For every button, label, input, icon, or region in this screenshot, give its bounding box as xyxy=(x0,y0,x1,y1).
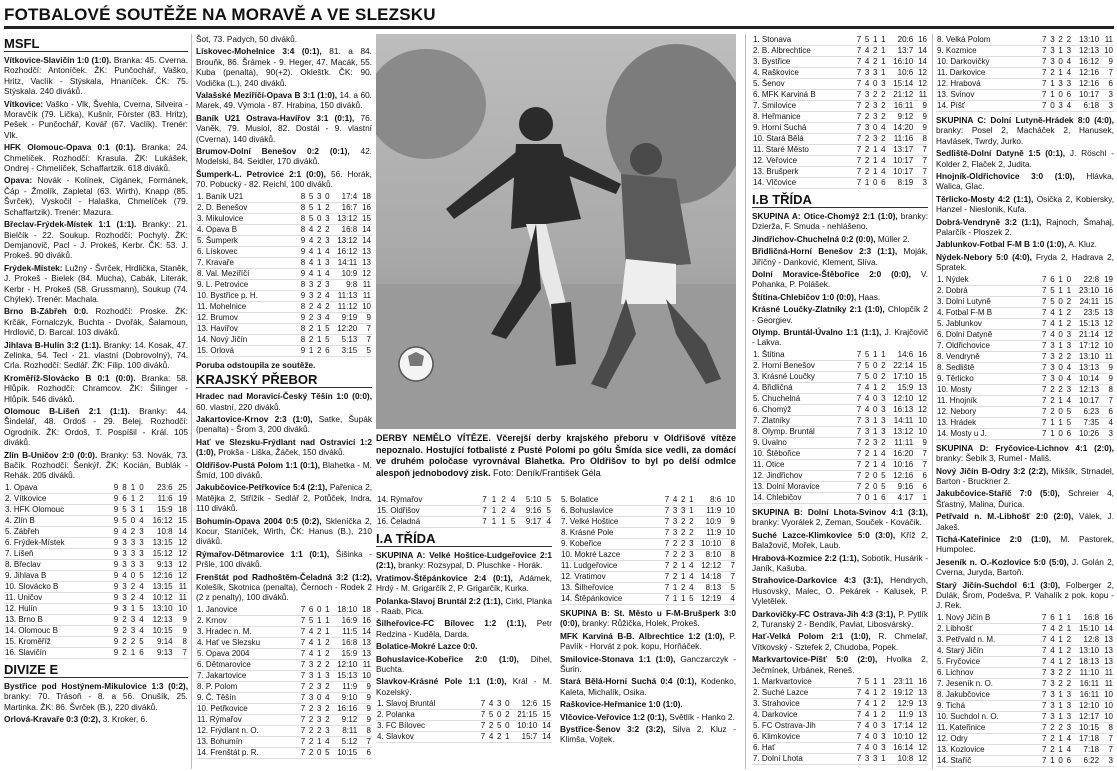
standings-table xyxy=(936,35,1114,112)
table-row: 6. Bohuslavice 7 3 3 1 11:9 10 xyxy=(561,506,735,515)
table-row: 14. Píšť 7 0 3 4 6:18 3 xyxy=(937,101,1113,110)
result-paragraph: Nový Jičín B-Odry 3:2 (2:2), Mikšík, Strnadel, Barton - Bruckner 2. xyxy=(936,465,1114,486)
table-row: 1. Slavoj Bruntál 7 4 3 0 12:6 15 xyxy=(377,699,551,709)
table-row: 12. Hrabová 7 1 3 3 12:16 6 xyxy=(937,79,1113,88)
column-4 xyxy=(560,494,736,769)
standings-table xyxy=(936,275,1114,440)
result-paragraph: Suché Lazce-Klimkovice 5:0 (3:0), Kříž 2, Balažovič, Mořek, Laub. xyxy=(752,529,928,551)
result-paragraph: Rýmařov-Dětmarovice 1:1 (0:1), Šišinka - Pršle, 100 diváků. xyxy=(196,548,372,570)
table-row: 1. Štítina 7 5 1 1 14:6 16 xyxy=(753,349,927,359)
result-paragraph: SKUPINA B: St. Město u F-M-Brušperk 3:0 (0:0), branky: Růžička, Holek, Prokeš. xyxy=(560,608,736,629)
table-row: 6. Dětmarovice 7 3 2 2 12:10 11 xyxy=(197,659,371,669)
table-row: 1. Baník U21 8 5 3 0 17:4 18 xyxy=(197,191,371,201)
table-row: 15. Oldřišov 7 1 2 4 9:16 5 xyxy=(377,506,551,515)
table-row: 3. Hradec n. M. 7 4 2 1 11:5 14 xyxy=(197,626,371,636)
table-row: 10. Mokré Lazce 7 2 2 3 8:10 8 xyxy=(561,550,735,559)
result-paragraph: Tichá-Kateřinice 2:0 (1:0), M. Pastorek, Humpolec. xyxy=(936,533,1114,555)
table-row: 14. Mosty u J. 7 1 0 6 10:26 3 xyxy=(937,428,1113,438)
table-row: 14. Rýmařov 7 1 2 4 5:10 5 xyxy=(377,495,551,504)
table-row: 10. Suchdol n. O. 7 3 1 3 12:17 10 xyxy=(937,711,1113,721)
table-row: 8. Heřmanice 7 2 3 2 9:12 9 xyxy=(753,112,927,121)
result-paragraph: Polanka-Slavoj Bruntál 2:2 (1:1), Cirkl, Planka - Raab, Pica. xyxy=(376,595,552,617)
table-row: 11. Otice 7 2 1 4 10:16 7 xyxy=(753,459,927,469)
column-3 xyxy=(376,494,552,769)
table-row: 3. Dolní Lutyně 7 5 0 2 24:11 15 xyxy=(937,296,1113,306)
result-paragraph: Olymp. Bruntál-Úvalno 1:1 (1:1), J. Krajčovič - Lakva. xyxy=(752,327,928,348)
result-paragraph: Frenštát pod Radhoštěm-Čeladná 3:2 (1:2), Kolešík, Skotnica (penalta), Černoch - Rodek 2 (2 z penalty), 100 diváků. xyxy=(196,571,372,603)
table-row: 8. P. Polom 7 2 3 2 11:9 9 xyxy=(197,681,371,691)
table-row: 13. Šilheřovice 7 1 2 4 8:13 5 xyxy=(561,583,735,592)
table-row: 9. Horní Suchá 7 3 0 4 14:20 9 xyxy=(753,123,927,132)
table-row: 4. Zlín B 9 5 0 4 16:12 15 xyxy=(5,515,187,525)
table-row: 1. Janovice 7 6 0 1 18:10 18 xyxy=(197,604,371,614)
table-row: 9. L. Petrovice 8 3 2 3 9:8 11 xyxy=(197,279,371,289)
table-row: 10. Darkovičky 7 3 0 4 16:12 9 xyxy=(937,57,1113,66)
result-paragraph: Jihlava B-Hulín 3:2 (1:1). Branky: 14. Kosak, 47. Zelinka, 54. Tecl - 21. vlastní (Dobrovolný), 74. Crla. Rozhodčí: Sedlář. ŽK: Filip. 100 diváků. xyxy=(4,339,188,371)
table-row: 13. Svinov 7 1 0 6 10:17 3 xyxy=(937,90,1113,99)
table-row: 12. Vratimov 7 2 1 4 14:18 7 xyxy=(561,572,735,581)
standings-table xyxy=(376,699,552,743)
table-row: 6. Chomýž 7 4 0 3 16:13 12 xyxy=(753,404,927,414)
table-row: 13. Dolní Moravice 7 2 0 5 9:16 6 xyxy=(753,481,927,491)
table-row: 12. Brumov 9 2 3 4 9:19 9 xyxy=(197,312,371,322)
table-row: 2. B. Albrechtice 7 4 2 1 13:7 14 xyxy=(753,46,927,55)
result-paragraph: Šilheřovice-FC Bílovec 1:2 (1:1), Petr Redzina - Kuděla, Darda. xyxy=(376,618,552,639)
result-paragraph: Bystřice pod Hostýnem-Mikulovice 1:3 (0:2), branky: 70. Trásoň - 8. a 56. Onušík, 25. Martinka. ŽK: 86. Švrček (B.), 220 diváků. xyxy=(4,680,188,712)
result-paragraph: Smilovice-Stonava 1:1 (1:0), Ganczarczyk - Šurin. xyxy=(560,653,736,675)
result-paragraph: Brumov-Dolní Benešov 0:2 (0:1), 42. Modelski, 84. Seidler, 170 diváků. xyxy=(196,146,372,167)
result-paragraph: Markvartovice-Píšť 5:0 (2:0), Hvolka 2, Ječmínek, Urbánek, Reneš. xyxy=(752,654,928,675)
table-row: 11. Uničov 9 3 2 4 10:12 11 xyxy=(5,592,187,602)
photo-caption: DERBY NEMĚLO VÍTĚZE. Včerejší derby krajského přeboru v Oldřišově vítěze nepoznalo. Hostující fotbalisté z Pusté Polomi po gólu Šmída sice vedli, za domácí ve druhém poločase vyrovnával Blahetka. Pro Oldřišov to byl po delší odmlce alespoň jednobodový zisk. Foto: Deník/František Géla xyxy=(376,433,736,478)
table-row: 11. Mohelnice 8 2 4 2 11:12 10 xyxy=(197,301,371,311)
table-row: 11. Kateřinice 7 2 2 3 10:15 8 xyxy=(937,722,1113,732)
table-row: 16. Čeladná 7 1 1 5 9:17 4 xyxy=(377,517,551,526)
result-paragraph: Dolní Moravice-Štěbořice 2:0 (0:0), V. Pohanka, P. Polášek. xyxy=(752,269,928,290)
section-krajsky-prebor: KRAJSKÝ PŘEBOR xyxy=(196,372,372,388)
table-row: 7. Dolní Lhota 7 3 3 1 10:8 12 xyxy=(753,753,927,763)
result-paragraph: Frýdek-Místek: Lužný - Švrček, Hrdlička, Staněk, J. Prokeš - Bielek (84. Mucha), Cabák, Literák, Kerbr - H. Prokeš (58. Grussmann), Soukup (74. Chýlek). Trenér: Machala. xyxy=(4,262,188,304)
table-row: 14. Chlebičov 7 0 1 6 4:17 1 xyxy=(753,492,927,502)
table-row: 9. Jihlava B 9 4 0 5 12:16 12 xyxy=(5,570,187,580)
result-paragraph: Štítina-Chlebičov 1:0 (0:0), Haas. xyxy=(752,291,881,302)
table-row: 7. Jakartovice 7 3 1 3 15:13 10 xyxy=(197,670,371,680)
table-row: 6. Frýdek-Místek 9 3 3 3 13:15 12 xyxy=(5,537,187,547)
table-row: 11. Darkovice 7 2 1 4 12:16 7 xyxy=(937,68,1113,77)
result-paragraph: Orlová-Kravaře 0:3 (0:2), 3. Kroker, 6. xyxy=(4,714,148,725)
table-row: 7. Velké Hoštice 7 3 2 2 10:9 9 xyxy=(561,517,735,526)
table-row: 10. Bystřice p. H. 9 3 2 4 11:13 11 xyxy=(197,290,371,300)
column-6 xyxy=(936,34,1114,769)
table-row: 4. Opava B 8 4 2 2 16:8 14 xyxy=(197,224,371,234)
section-divize-e: DIVIZE E xyxy=(4,662,188,678)
table-row: 1. Opava 9 8 1 0 23:6 25 xyxy=(5,482,187,492)
result-paragraph: Olomouc B-Líšeň 2:1 (1:1). Branky: 44. Šindelář, 48. Ordoš - 29. Belej. Rozhodčí: Ogrodník. ŽK: Ordoš, T. Pospíšil - Král. 105 diváků. xyxy=(4,406,188,448)
table-row: 12. Veřovice 7 2 1 4 10:17 7 xyxy=(753,156,927,165)
result-paragraph: Darkovičky-FC Ostrava-Jih 4:3 (3:1), P. Pytlík 2, Turanský 2 - Bendík, Pavlat, Libosvárský. xyxy=(752,608,928,629)
result-paragraph: Jindřichov-Chuchelná 0:2 (0:0), Müller 2. xyxy=(752,233,910,244)
table-row: 13. Brno B 9 2 3 4 12:13 9 xyxy=(5,614,187,624)
table-row: 6. Klimkovice 7 4 0 3 10:10 12 xyxy=(753,731,927,741)
table-row: 9. Č. Těšín 7 3 0 4 9:10 9 xyxy=(197,692,371,702)
table-row: 6. Lískovec 9 4 1 4 16:12 13 xyxy=(197,246,371,256)
result-paragraph: Vítkovice-Slavičín 1:0 (1:0). Branka: 45. Cverna. Rozhodčí: Antoníček. ŽK: Punčochář, Vaško, Hritz, Vaclík - Stýskala, Hnaníček. ČK: 75. Stýskala. 240 diváků. xyxy=(4,55,188,97)
table-row: 3. Krásné Loučky 7 5 0 2 17:10 15 xyxy=(753,371,927,381)
standings-table xyxy=(196,605,372,759)
table-row: 15. Orlová 9 1 2 6 3:15 5 xyxy=(197,345,371,355)
column-2 xyxy=(196,34,372,769)
result-paragraph: Hať-Velká Polom 2:1 (1:0), R. Chmelař, Vítkovský - Sztefek 2, Chudoba, Popek. xyxy=(752,631,928,652)
result-paragraph: Bohuslavice-Kobeřice 2:0 (1:0), Dihel, Buchta. xyxy=(376,653,552,675)
table-row: 5. Šumperk 9 4 2 3 13:12 14 xyxy=(197,235,371,245)
result-paragraph: Šumperk-L. Petrovice 2:1 (0:0), 56. Horák, 70. Pobucký - 82. Reichl, 100 diváků. xyxy=(196,168,372,190)
table-row: 5. FC Ostrava-Jih 7 4 0 3 17:14 12 xyxy=(753,720,927,730)
result-paragraph: Jakubčovice-Petřkovice 5:4 (2:1), Pařenica 2, Matějka 2, Střížík - Sedlář 2, Potůček, Indra, 110 diváků. xyxy=(196,482,372,514)
result-paragraph: Starý Jičín-Suchdol 6:1 (3:0), Folberger 2, Dulák, Šrom, Podešva, P. Vahalík z pok. kopu - J. Rek. xyxy=(936,579,1114,611)
result-paragraph: Hnojník-Oldřichovice 3:0 (1:0), Hlávka, Walica, Glac. xyxy=(936,171,1114,192)
table-row: 7. Líšeň 9 3 3 3 15:12 12 xyxy=(5,548,187,558)
table-row: 11. Ludgeřovice 7 2 1 4 12:12 7 xyxy=(561,561,735,570)
result-paragraph: Bolatice-Mokré Lazce 0:0. xyxy=(376,641,478,652)
column-1 xyxy=(4,34,188,769)
table-row: 11. Hnojník 7 2 1 4 10:17 7 xyxy=(937,395,1113,405)
table-row: 4. Darkovice 7 4 1 2 11:9 13 xyxy=(753,709,927,719)
table-row: 4. Raškovice 7 3 3 1 10:6 12 xyxy=(753,68,927,77)
table-row: 7. Jeseník n. O. 7 3 2 2 16:11 11 xyxy=(937,678,1113,688)
match-photo xyxy=(376,34,736,429)
result-paragraph: Strahovice-Darkovice 4:3 (3:1), Hendrych, Husovský, Malec, O. Pekárek - Kalusek, P. Vyletělek. xyxy=(752,575,928,607)
result-paragraph: Oldřišov-Pustá Polom 1:1 (0:1), Blahetka - M. Šmíd, 100 diváků. xyxy=(196,459,372,480)
table-row: 8. Sedliště 7 3 0 4 13:13 9 xyxy=(937,362,1113,372)
table-row: 15. Kroměříž 9 2 2 5 9:14 8 xyxy=(5,636,187,646)
result-paragraph: MFK Karviná B-B. Albrechtice 1:2 (1:0), P. Pavlík - Horvát z pok. kopu, Horňáček. xyxy=(560,630,736,652)
table-row: 5. Fryčovice 7 4 1 2 18:13 13 xyxy=(937,656,1113,666)
table-row: 8. Břeclav 9 3 3 3 9:13 12 xyxy=(5,559,187,569)
table-row: 9. Těrlicko 7 3 0 4 10:14 9 xyxy=(937,373,1113,383)
result-paragraph: Hať ve Slezsku-Frýdlant nad Ostravicí 1:2 (1:0), Prokša - Liška, Žáček, 150 diváků. xyxy=(196,436,372,458)
table-row: 3. Bystřice 7 4 2 1 16:10 14 xyxy=(753,57,927,66)
result-paragraph: Zlín B-Uničov 2:0 (0:0). Branky: 53. Novák, 73. Bačík. Rozhodčí: Šenkýř. ŽK: Kocián, Bublák - Rehák. 205 diváků. xyxy=(4,449,188,481)
result-paragraph: Opava: Novák - Kolínek, Cigánek, Formánek, Čáp - Žmolík, Zapletal (63. Wirth), Knapp (85. Švrček), Vyskočil - Halaška, Chmelíček (79. Schaffartzik). Trenér: Mazura. xyxy=(4,175,188,217)
standings-table xyxy=(560,495,736,605)
result-paragraph: Vítkovice: Vaško - Vlk, Švehla, Cverna, Silveira - Moravčík (79. Lička), Kušnír, Förster (83. Hritz), Pešek - Punčochář, Kovář (67. Vaclík). Trenér: Vlk. xyxy=(4,98,188,140)
result-paragraph: Brno B-Zábřeh 0:0. Rozhodčí: Proske. ŽK: Krčák, Fornalczyk, Buchta - Dvořák, Šalamoun, Hrdlovič, D. Barcal. 103 diváků. xyxy=(4,306,188,338)
table-row: 2. Krnov 7 5 1 1 16:9 16 xyxy=(197,615,371,625)
table-row: 2. D. Benešov 8 5 1 2 16:7 16 xyxy=(197,202,371,212)
table-row: 6. Dolní Datyně 7 4 0 3 21:14 12 xyxy=(937,329,1113,339)
result-paragraph: Dobrá-Vendryně 3:2 (1:1), Rajnoch, Šmahaj, Palarčík - Ploszek 2. xyxy=(936,216,1114,238)
standings-table xyxy=(752,350,928,504)
table-row: 4. Hať ve Slezsku 7 4 1 2 16:8 13 xyxy=(197,637,371,647)
table-row: 3. HFK Olomouc 9 5 3 1 15:9 18 xyxy=(5,504,187,514)
result-paragraph: Jablunkov-Fotbal F-M B 1:0 (1:0), A. Kluz. xyxy=(936,239,1097,250)
table-row: 8. Krásné Pole 7 3 2 2 11:9 10 xyxy=(561,528,735,537)
result-paragraph: Lískovec-Mohelnice 3:4 (0:1), 81. a 84. Brouňk, 86. Šrámek - 9. Heger, 47. Macák, 55. Kuba (penalta), 90(+2). Oklešťk. ČK: 90. Vodička (L.), 240 diváků. xyxy=(196,46,372,88)
table-row: 7. Smilovice 7 2 3 2 16:11 9 xyxy=(753,101,927,110)
table-row: 4. Fotbal F-M B 7 4 1 2 23:5 13 xyxy=(937,307,1113,317)
table-row: 12. Hulín 9 3 1 5 13:10 10 xyxy=(5,603,187,613)
table-row: 9. Úvalno 7 2 3 2 11:11 9 xyxy=(753,437,927,447)
table-row: 6. MFK Karviná B 7 3 2 2 21:12 11 xyxy=(753,90,927,99)
table-row: 8. Olymp. Bruntál 7 3 1 3 13:12 10 xyxy=(753,426,927,436)
table-row: 2. Polanka 7 5 0 2 21:15 15 xyxy=(377,710,551,720)
result-paragraph: HFK Olomouc-Opava 0:1 (0:1). Branka: 24. Chmelíček. Rozhodčí: Krasula. ŽK: Lukášek, Ondrej - Chmelíček, Schaffartzik. 618 diváků. xyxy=(4,142,188,174)
result-paragraph: Břidličná-Horní Benešov 2:3 (1:1), Moják, Jiříčný - Danković, Klement, Slíva. xyxy=(752,246,928,267)
result-paragraph: Hrabová-Kozmice 2:2 (1:1), Sobotík, Husárik - Janík, Kašuba. xyxy=(752,552,928,573)
table-row: 7. Zlatníky 7 3 1 3 14:11 10 xyxy=(753,415,927,425)
table-row: 5. Zábřeh 9 4 2 3 10:8 14 xyxy=(5,526,187,536)
table-row: 5. Opava 2004 7 4 1 2 15:9 13 xyxy=(197,648,371,658)
table-row: 16. Slavičín 9 2 1 6 9:13 7 xyxy=(5,647,187,657)
table-row: 7. Oldřichovice 7 3 1 3 17:12 10 xyxy=(937,340,1113,350)
result-paragraph: Hradec nad Moravicí-Český Těšín 1:0 (0:0), 60. vlastní, 220 diváků. xyxy=(196,391,372,412)
table-row: 5. Šenov 7 4 0 3 15:14 12 xyxy=(753,79,927,88)
table-row: 5. Jablunkov 7 4 1 2 15:13 12 xyxy=(937,318,1113,328)
table-row: 2. Horní Benešov 7 5 0 2 22:14 15 xyxy=(753,360,927,370)
result-paragraph: Sedliště-Dolní Datyně 1:5 (0:1), J. Röschl - Kolder 2, Flaček 2, Judita. xyxy=(936,148,1114,169)
table-row: 8. Jakubčovice 7 3 1 3 16:11 10 xyxy=(937,689,1113,699)
table-row: 12. Jindřichov 7 2 0 5 12:16 6 xyxy=(753,470,927,480)
table-row: 9. Tichá 7 3 1 3 12:10 10 xyxy=(937,700,1113,710)
table-row: 11. Rýmařov 7 2 3 2 9:12 9 xyxy=(197,714,371,724)
table-row: 10. Slovácko B 9 3 2 4 13:15 11 xyxy=(5,581,187,591)
table-row: 10. Petřkovice 7 2 3 2 16:16 9 xyxy=(197,703,371,713)
result-paragraph: Bystřice-Šenov 3:2 (3:2), Silva 2, Kluz - Klimša, Vojtek. xyxy=(560,724,736,745)
result-paragraph: Jeseník n. O.-Kozlovice 5:0 (5:0), J. Golán 2, Cverna, Juryda, Bartoň. xyxy=(936,556,1114,578)
result-paragraph: Jakartovice-Krnov 2:3 (1:0), Satke, Šupák (penalta) - Šrom 3, 200 diváků. xyxy=(196,413,372,435)
result-paragraph: SKUPINA A: Velké Hoštice-Ludgeřovice 2:1 (2:1), branky: Rozsypal, D. Pluschke - Horák. xyxy=(376,550,552,571)
section-msfl: MSFL xyxy=(4,36,188,52)
result-paragraph: Valašské Meziříčí-Opava B 3:1 (1:0), 14. a 60. Marek, 49. Výmola - 87. Hrabina, 150 diváků. xyxy=(196,90,372,111)
page-headline: FOTBALOVÉ SOUTĚŽE NA MORAVĚ A VE SLEZSKU xyxy=(4,4,1114,29)
table-row: 13. Havířov 8 2 1 5 12:20 7 xyxy=(197,323,371,333)
result-paragraph: Slavkov-Krásné Pole 1:1 (1:0), Král - M. Kozelský. xyxy=(376,676,552,697)
table-row: 1. Stonava 7 5 1 1 20:6 16 xyxy=(753,35,927,44)
result-paragraph: Nýdek-Nebory 5:0 (4:0), Fryda 2, Hadrava 2, Spratek. xyxy=(936,251,1114,273)
table-row: 12. Frýdlant n. O. 7 2 2 3 8:11 8 xyxy=(197,725,371,735)
table-row: 14. Frenštát p. R. 7 2 0 5 10:15 6 xyxy=(197,747,371,757)
table-row: 4. Břidličná 7 4 1 2 15:9 13 xyxy=(753,382,927,392)
result-paragraph: Břeclav-Frýdek-Místek 1:1 (1:1). Branky: 21. Bielčík - 22. Soukup. Rozhodčí: Pochylý. ŽK: Demjanovič, Pacl - J. Prokeš, Kerbr. ČK: 53. J. Prokeš. 90 diváků. xyxy=(4,219,188,261)
table-row: 11. Staré Město 7 2 1 4 13:17 7 xyxy=(753,145,927,154)
table-row: 12. Nebory 7 2 0 5 6:23 6 xyxy=(937,406,1113,416)
standings-table xyxy=(752,35,928,189)
table-row: 3. Mikulovice 8 5 0 3 13:12 15 xyxy=(197,213,371,223)
table-row: 8. Vendryně 7 3 2 2 13:10 11 xyxy=(937,351,1113,361)
result-paragraph: SKUPINA B: Dolní Lhota-Svinov 4:1 (3:1), branky: Vyorálek 2, Zeman, Souček - Kováčik. xyxy=(752,506,928,528)
result-paragraph: Krásné Loučky-Zlatníky 2:1 (1:0), Chlopčík 2 - Georgiev. xyxy=(752,304,928,325)
table-row: 5. Bolatice 7 4 2 1 8:6 10 xyxy=(561,495,735,504)
table-row: 7. Kravaře 8 4 1 3 14:11 13 xyxy=(197,257,371,267)
standings-table xyxy=(4,483,188,659)
table-row: 2. Dobrá 7 5 1 1 23:10 16 xyxy=(937,285,1113,295)
result-paragraph: SKUPINA A: Otice-Chomýž 2:1 (1:0), branky: Dzierža, F. Smuda - nehlášeno. xyxy=(752,211,928,232)
result-paragraph: SKUPINA C: Dolní Lutyně-Hrádek 8:0 (4:0), branky: Posel 2, Macháček 2, Hanusek, Havlásek, Twrdy, Jurko. xyxy=(936,115,1114,146)
table-row: 10. Stará Bělá 7 2 3 2 11:16 8 xyxy=(753,134,927,143)
standings-table xyxy=(936,613,1114,767)
result-paragraph: SKUPINA D: Fryčovice-Lichnov 4:1 (2:0), branky: Šebík 3, Rumel - Mališ. xyxy=(936,442,1114,464)
result-paragraph: Baník U21 Ostrava-Havířov 3:1 (0:1), 76. Vaněk, 79. Musiol, 82. Dostál - 9. vlastní (Cverna), 140 diváků. xyxy=(196,112,372,144)
result-paragraph: Těrlicko-Mosty 4:2 (1:1), Osička 2, Kobiersky, Hanzel - Nieslonik, Kufa. xyxy=(936,193,1114,215)
table-row: 2. Vítkovice 9 6 1 2 11:6 19 xyxy=(5,493,187,503)
result-paragraph: Vratimov-Štěpánkovice 2:4 (0:1), Adámek, Hrdý - M. Grigarčík 2, P. Grigarčík, Kurka. xyxy=(376,572,552,594)
table-row: 13. Brušperk 7 2 1 4 10:17 7 xyxy=(753,167,927,176)
table-row: 8. Velká Polom 7 3 2 2 13:10 11 xyxy=(937,35,1113,44)
result-paragraph: Raškovice-Heřmanice 1:0 (1:0). xyxy=(560,699,683,710)
table-row: 13. Bohumín 7 2 1 4 5:12 7 xyxy=(197,736,371,746)
result-paragraph: Kroměříž-Slovácko B 0:1 (0:0). Branka: 58. Hlůpík. Rozhodčí: Chramcov. ŽK: Šilinger - Hlůpík. 546 diváků. xyxy=(4,372,188,404)
table-row: 1. Nýdek 7 6 1 0 22:8 19 xyxy=(937,274,1113,284)
table-row: 14. Vlčovice 7 1 0 6 8:19 3 xyxy=(753,178,927,187)
table-row: 2. Suché Lazce 7 4 1 2 19:12 13 xyxy=(753,687,927,697)
table-row: 4. Starý Jičín 7 4 1 2 13:10 13 xyxy=(937,645,1113,655)
table-row: 2. Libhošť 7 4 2 1 15:10 14 xyxy=(937,623,1113,633)
table-row: 10. Mosty 7 2 2 3 12:13 8 xyxy=(937,384,1113,394)
standings-table xyxy=(196,192,372,357)
section-1b-trida: I.B TŘÍDA xyxy=(752,192,928,208)
table-row: 13. Kozlovice 7 2 1 4 7:18 7 xyxy=(937,744,1113,754)
table-row: 5. Chuchelná 7 4 0 3 12:10 12 xyxy=(753,393,927,403)
table-row: 6. Hať 7 4 0 3 16:14 12 xyxy=(753,742,927,752)
table-row: 3. FC Bílovec 7 2 5 0 10:10 14 xyxy=(377,721,551,731)
column-5 xyxy=(752,34,928,769)
table-row: 12. Odry 7 2 1 4 17:18 7 xyxy=(937,733,1113,743)
table-row: 3. Strahovice 7 4 1 2 12:9 13 xyxy=(753,698,927,708)
table-row: 1. Nový Jičín B 7 6 1 1 16:8 16 xyxy=(937,612,1113,622)
result-paragraph: Jakubčovice-Staříč 7:0 (5:0), Schreier 4, Šťastný, Malina, Ďurica. xyxy=(936,488,1114,509)
table-row: 13. Hrádek 7 1 1 5 7:35 4 xyxy=(937,417,1113,427)
table-row: 3. Petřvald n. M. 7 4 1 2 12:8 13 xyxy=(937,634,1113,644)
table-row: 1. Markvartovice 7 5 1 1 23:11 16 xyxy=(753,676,927,686)
standings-table xyxy=(376,495,552,528)
table-row: 6. Lichnov 7 3 2 2 11:10 11 xyxy=(937,667,1113,677)
result-paragraph: Vlčovice-Veřovice 1:2 (0:1), Světlík - Hanko 2. xyxy=(560,711,735,722)
table-note: Poruba odstoupila ze soutěže. xyxy=(196,359,316,370)
table-row: 9. Kobeřice 7 2 2 3 10:10 8 xyxy=(561,539,735,548)
table-row: 14. Štěpánkovice 7 1 1 5 12:19 4 xyxy=(561,594,735,603)
standings-table xyxy=(752,677,928,765)
table-row: 9. Kozmice 7 3 1 3 12:13 10 xyxy=(937,46,1113,55)
section-1a-trida: I.A TŘÍDA xyxy=(376,531,552,547)
result-paragraph: Bohumín-Opava 2004 0:5 (0:2), Skleníčka 2, Kocur, Staníček, Wirth, ČK: Hanus (B.), 210 diváků. xyxy=(196,515,372,547)
result-paragraph: Stará Bělá-Horní Suchá 0:4 (0:1), Kodenko, Kaleta, Michalík, Osika. xyxy=(560,676,736,697)
table-row: 4. Slavkov 7 4 2 1 15:7 14 xyxy=(377,732,551,742)
table-row: 8. Val. Meziříčí 9 4 1 4 10:9 12 xyxy=(197,268,371,278)
result-paragraph: Petřvald n. M.-Libhošť 2:0 (2:0), Válek, J. Jakeš. xyxy=(936,511,1114,532)
result-paragraph: Šot, 73. Padych, 50 diváků. xyxy=(196,34,298,44)
table-row: 10. Štěbořice 7 2 1 4 16:20 7 xyxy=(753,448,927,458)
table-row: 14. Olomouc B 9 2 3 4 10:15 9 xyxy=(5,625,187,635)
table-row: 14. Nový Jičín 8 2 1 5 5:13 7 xyxy=(197,334,371,344)
table-row: 14. Staříč 7 1 0 6 6:22 3 xyxy=(937,755,1113,765)
